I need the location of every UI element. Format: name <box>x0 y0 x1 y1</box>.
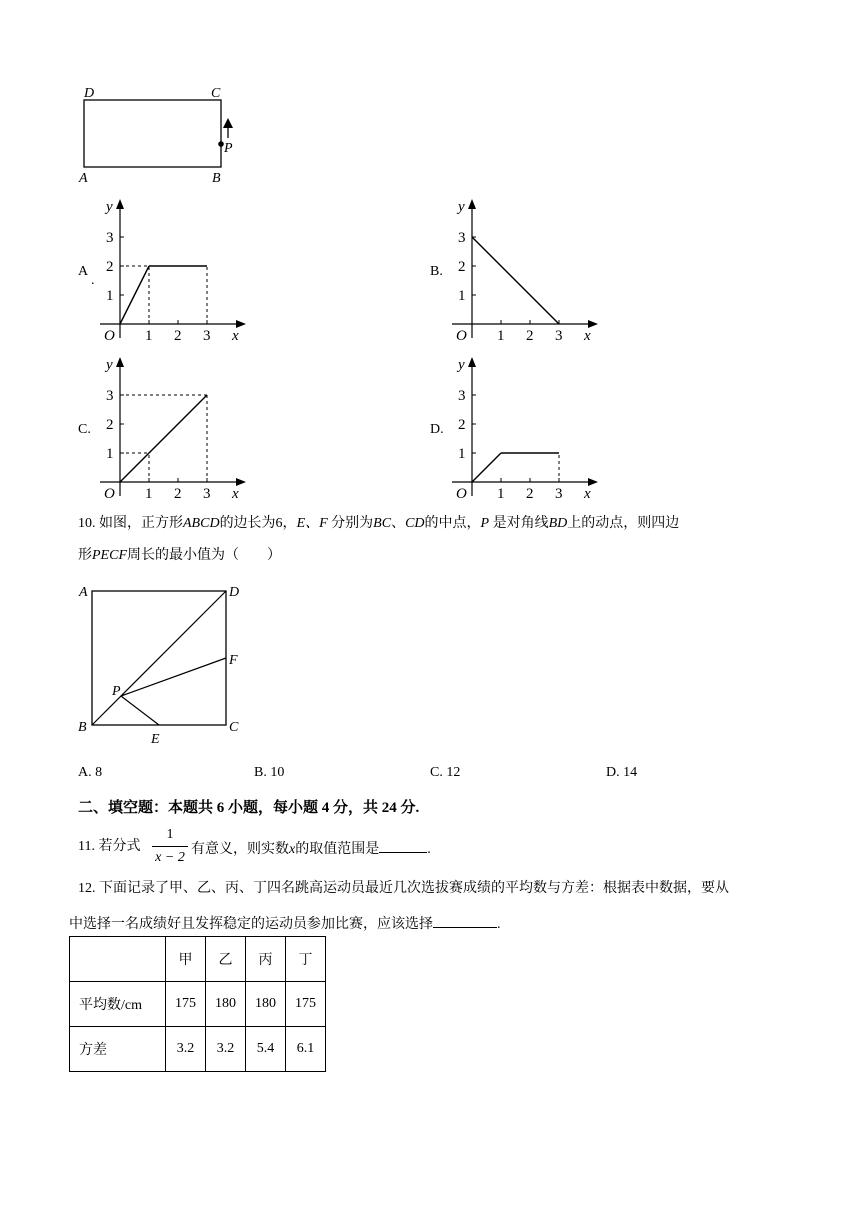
y-axis-label: y <box>458 199 465 215</box>
y-tick-label: 1 <box>106 446 114 462</box>
y-arrow-icon <box>468 357 476 367</box>
option-b-label[interactable]: B. <box>430 264 443 279</box>
table-row <box>70 982 326 1027</box>
segment-pf <box>121 658 226 696</box>
y-tick-label: 2 <box>106 417 114 433</box>
label-c: C <box>229 720 239 735</box>
q11-fraction <box>152 826 188 867</box>
q12-line2: 中选择一名成绩好且发挥稳定的运动员参加比赛，应该选择 . <box>69 913 501 934</box>
label-b: B <box>78 720 87 735</box>
label-d: D <box>229 585 240 600</box>
x-tick-label: 3 <box>555 328 563 344</box>
q10-choice-d[interactable]: D. 14 <box>606 765 638 780</box>
x-tick-label: 1 <box>497 328 505 344</box>
table-row-label: 方差 <box>70 1027 166 1072</box>
y-tick-label: 2 <box>106 259 114 275</box>
table-row <box>70 1027 326 1072</box>
x-tick-label: 1 <box>497 486 505 502</box>
y-tick-label: 3 <box>458 230 466 246</box>
q10-choice-b[interactable]: B. 10 <box>254 765 285 780</box>
table-cell: 175 <box>166 982 206 1027</box>
origin-label: O <box>104 486 115 502</box>
q12-answer-blank[interactable] <box>433 913 497 928</box>
x-tick-label: 3 <box>203 486 211 502</box>
q10-choice-c[interactable]: C. 12 <box>430 765 461 780</box>
y-arrow-icon <box>116 199 124 209</box>
q11-pre: 11. 若分式 <box>78 839 141 854</box>
x-tick-label: 3 <box>555 486 563 502</box>
table-header-cell: 乙 <box>206 937 246 982</box>
y-tick-label: 3 <box>458 388 466 404</box>
fraction-bar <box>152 846 188 847</box>
option-d-graph[interactable] <box>448 353 608 503</box>
table-cell: 5.4 <box>246 1027 286 1072</box>
option-a-graph[interactable] <box>96 195 256 345</box>
table-row-label: 平均数/cm <box>70 982 166 1027</box>
y-axis-label: y <box>106 357 113 373</box>
y-tick-label: 2 <box>458 259 466 275</box>
label-f: F <box>229 653 238 668</box>
q11-answer-blank[interactable] <box>379 838 427 853</box>
table-cell: 3.2 <box>206 1027 246 1072</box>
table-cell: 180 <box>206 982 246 1027</box>
table-header-row <box>70 937 326 982</box>
table-cell: 6.1 <box>286 1027 326 1072</box>
option-d-label[interactable]: D. <box>430 422 444 437</box>
y-axis-label: y <box>458 357 465 373</box>
point-p <box>218 141 224 147</box>
origin-label: O <box>456 486 467 502</box>
q11-rest: 有意义，则实数x的取值范围是 . <box>191 838 431 859</box>
y-tick-label: 1 <box>458 446 466 462</box>
function-segment <box>120 395 207 482</box>
origin-label: O <box>104 328 115 344</box>
label-b: B <box>212 171 221 186</box>
option-c-label[interactable]: C. <box>78 422 91 437</box>
x-arrow-icon <box>588 478 598 486</box>
fraction-denominator: x − 2 <box>155 850 185 865</box>
label-p: P <box>112 684 121 699</box>
x-axis-label: x <box>232 486 239 502</box>
origin-label: O <box>456 328 467 344</box>
x-arrow-icon <box>236 478 246 486</box>
x-tick-label: 2 <box>174 486 182 502</box>
table-cell: 175 <box>286 982 326 1027</box>
x-axis-label: x <box>584 328 591 344</box>
y-tick-label: 1 <box>106 288 114 304</box>
option-b-graph[interactable] <box>448 195 608 345</box>
section-heading: 二、填空题：本题共 6 小题，每小题 4 分，共 24 分. <box>78 800 420 816</box>
y-tick-label: 3 <box>106 230 114 246</box>
function-segment <box>472 237 559 324</box>
y-tick-label: 3 <box>106 388 114 404</box>
x-arrow-icon <box>236 320 246 328</box>
x-tick-label: 1 <box>145 486 153 502</box>
option-c-graph[interactable] <box>96 353 256 503</box>
fraction-numerator: 1 <box>166 827 174 842</box>
x-axis-label: x <box>584 486 591 502</box>
table-header-cell: 丁 <box>286 937 326 982</box>
q12-table <box>69 936 326 1072</box>
x-tick-label: 2 <box>526 328 534 344</box>
function-segment <box>472 453 501 482</box>
label-e: E <box>151 732 160 747</box>
q10-line2: 形PECF周长的最小值为（ ） <box>78 548 281 563</box>
x-axis-label: x <box>232 328 239 344</box>
q10-choice-a[interactable]: A. 8 <box>78 765 103 780</box>
x-tick-label: 1 <box>145 328 153 344</box>
segment-pe <box>121 696 159 725</box>
label-p: P <box>224 141 233 156</box>
label-a: A <box>79 585 88 600</box>
arrow-up-icon <box>223 118 233 128</box>
table-header-cell: 丙 <box>246 937 286 982</box>
y-arrow-icon <box>116 357 124 367</box>
table-cell: 3.2 <box>166 1027 206 1072</box>
label-c: C <box>211 86 221 101</box>
y-tick-label: 1 <box>458 288 466 304</box>
x-tick-label: 3 <box>203 328 211 344</box>
y-axis-label: y <box>106 199 113 215</box>
x-arrow-icon <box>588 320 598 328</box>
q12-line1: 12. 下面记录了甲、乙、丙、丁四名跳高运动员最近几次选拔赛成绩的平均数与方差：根据表中数据，要从 <box>78 881 729 896</box>
table-cell: 180 <box>246 982 286 1027</box>
y-tick-label: 2 <box>458 417 466 433</box>
x-tick-label: 2 <box>526 486 534 502</box>
table-corner-cell <box>70 937 166 982</box>
table-header-cell: 甲 <box>166 937 206 982</box>
q10-line1: 10. 如图，正方形ABCD的边长为6，E、F 分别为BC、CD的中点，P 是对角线BD上的动点，则四边 <box>78 516 680 531</box>
y-arrow-icon <box>468 199 476 209</box>
q10-square-figure <box>70 578 260 753</box>
diagonal-bd <box>92 591 226 725</box>
function-segment <box>120 266 149 324</box>
q9-rectangle-figure <box>70 80 250 190</box>
label-a: A <box>79 171 88 186</box>
label-d: D <box>84 86 95 101</box>
x-tick-label: 2 <box>174 328 182 344</box>
option-a-dot: . <box>91 273 95 288</box>
option-a-label[interactable]: A <box>78 264 89 279</box>
